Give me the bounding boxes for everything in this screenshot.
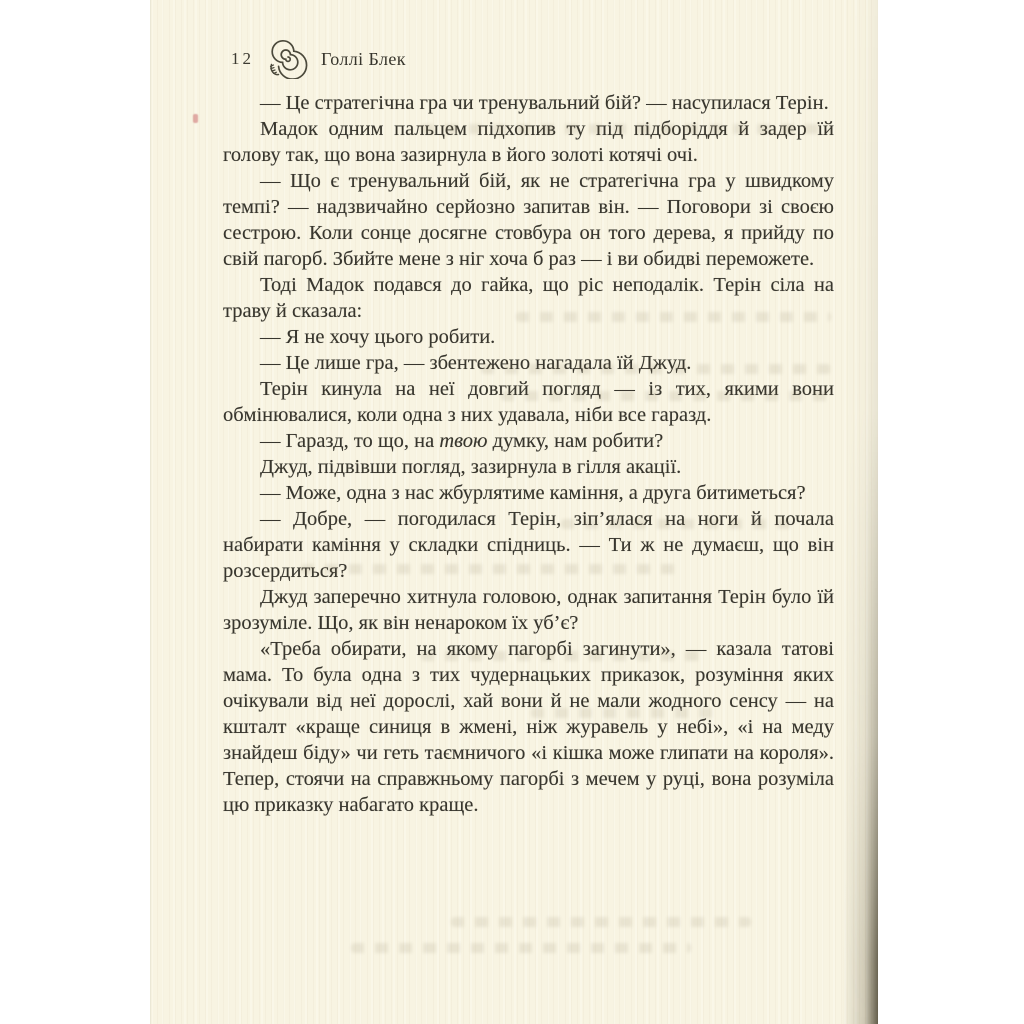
- paragraph: «Треба обирати, на якому пагорбі загинути», — казала татові мама. То була одна з тих чудернацьких приказок, розуміння яких очікували від неї дорослі, хай вони й не мали жодного сенсу — на кшталт «краще синиця в жмені, ніж журавель у небі», «і на меду знайдеш біду» чи геть таємничого «і кішка може глипати на короля». Тепер, стоячи на справжньому пагорбі з мечем у руці, вона розуміла цю приказку набагато краще.: [223, 638, 834, 816]
- spiral-shell-icon: [266, 39, 308, 79]
- paragraph: — Добре, — погодилася Терін, зіп’ялася на ноги й почала набирати каміння у складки спідниць. — Ти ж не думаєш, що він розсердиться?: [223, 508, 834, 582]
- page-edge-shadow: [842, 0, 878, 1024]
- paragraph: Джуд, підвівши погляд, зазирнула в гілля акації.: [260, 456, 682, 478]
- show-through-mark: [451, 917, 751, 927]
- paragraph: — Може, одна з нас жбурлятиме каміння, а друга битиметься?: [260, 482, 806, 504]
- paragraph-with-emphasis: [223, 428, 834, 454]
- paragraph: — Це лише гра, — збентежено нагадала їй Джуд.: [260, 352, 692, 374]
- paragraph-segment: думку, нам робити?: [487, 430, 664, 452]
- paragraph: Мадок одним пальцем підхопив ту під підборіддя й задер їй голову так, що вона зазирнула в його золоті котячі очі.: [223, 118, 834, 166]
- running-head-author: Голлі Блек: [321, 48, 406, 69]
- paragraph: Тоді Мадок подався до гайка, що ріс неподалік. Терін сіла на траву й сказала:: [223, 274, 834, 322]
- emphasized-word: твою: [439, 430, 488, 452]
- paragraph: — Що є тренувальний бій, як не стратегічна гра у швидкому темпі? — надзвичайно серйозно запитав він. — Поговори зі своєю сестрою. Коли сонце досягне стовбура он того дерева, я прийду по свій пагорб. Збийте мене з ніг хоча б раз — і ви обидві переможете.: [223, 170, 834, 270]
- paragraph: Терін кинула на неї довгий погляд — із тих, якими вони обмінювалися, коли одна з них удавала, ніби все гаразд.: [223, 378, 834, 426]
- running-header: [231, 38, 406, 80]
- pink-speck-artifact: [193, 114, 198, 123]
- paragraph: — Це стратегічна гра чи тренувальний бій? — насупилася Терін.: [260, 92, 829, 114]
- paragraph-segment: — Гаразд, то що, на: [260, 430, 440, 452]
- book-page: [150, 0, 878, 1024]
- paragraph: Джуд заперечно хитнула головою, однак запитання Терін було їй зрозуміле. Що, як він ненароком їх уб’є?: [223, 586, 834, 634]
- paragraph: — Я не хочу цього робити.: [260, 326, 496, 348]
- show-through-mark: [351, 943, 691, 953]
- page-number: 12: [231, 49, 254, 68]
- page-text-block: [223, 90, 834, 818]
